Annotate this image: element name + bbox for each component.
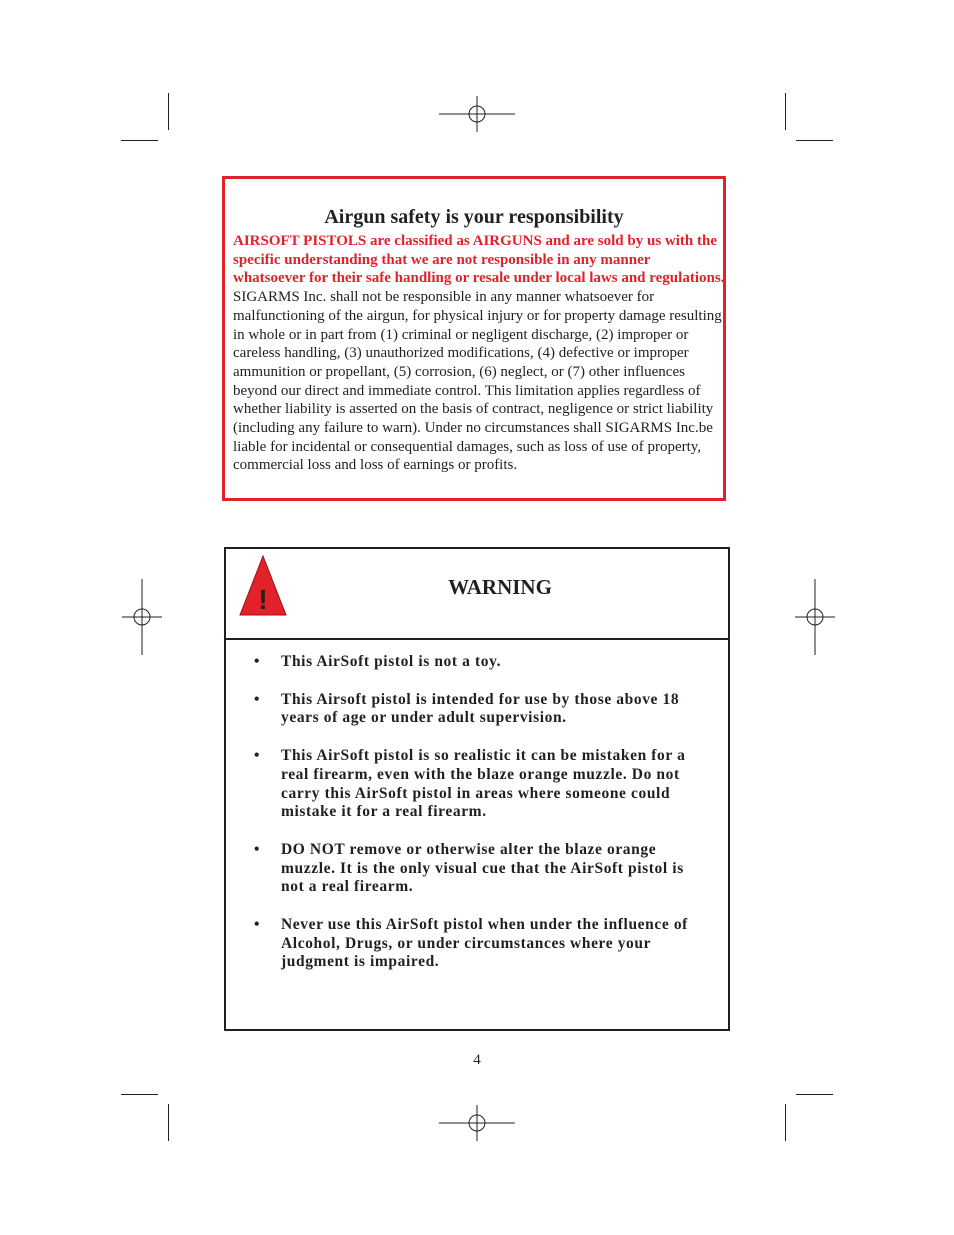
registration-mark-right [795, 579, 835, 655]
warning-item-text: This AirSoft pistol is not a toy. [281, 653, 502, 670]
page-number: 4 [473, 1052, 481, 1068]
registration-mark-top [439, 94, 515, 134]
bullet-icon: • [254, 653, 261, 670]
warning-item-text: This AirSoft pistol is so realistic it can be mistaken for a real firearm, even with the blaze orange muzzle. Do not carry this AirSoft pistol in areas where someone could mistake it for a real firearm. [281, 747, 686, 821]
bullet-icon: • [254, 916, 261, 934]
bullet-icon: • [254, 840, 261, 858]
crop-mark-bottom-left-horizontal [121, 1094, 158, 1095]
safety-notice-text [233, 232, 725, 475]
warning-item-text: This Airsoft pistol is intended for use by those above 18 years of age or under adult supervision. [281, 690, 680, 727]
exclamation-glyph: ! [258, 584, 268, 615]
crop-mark-bottom-right-vertical [785, 1104, 786, 1141]
warning-list [226, 653, 701, 991]
safety-notice-body-text: SIGARMS Inc. shall not be responsible in any manner whatsoever for malfunctioning of the airgun, for physical injury or for property damage resulting in whole or in part from (1) criminal or negligent discharge, (2) improper or careless handling, (3) unauthorized modifications, (4) defective or improper ammunition or propellant, (5) corrosion, (6) neglect, or (7) other influences beyond our direct and immediate control. This limitation applies regardless of whether liability is asserted on the basis of contract, negligence or strict liability (including any failure to warn). Under no circumstances shall SIGARMS Inc.be liable for incidental or consequential damages, such as loss of use of property, commercial loss and loss of earnings or profits. [233, 289, 722, 474]
warning-list-item [226, 916, 701, 972]
warning-list-item [226, 653, 701, 672]
safety-notice-box [222, 176, 726, 501]
crop-mark-top-right-horizontal [796, 140, 833, 141]
warning-header-divider [226, 638, 728, 640]
warning-list-item [226, 747, 701, 822]
warning-item-text: DO NOT remove or otherwise alter the blaze orange muzzle. It is the only visual cue that the AirSoft pistol is not a real firearm. [281, 840, 684, 896]
crop-mark-bottom-left-vertical [168, 1104, 169, 1141]
crop-mark-top-left-horizontal [121, 140, 158, 141]
bullet-icon: • [254, 747, 261, 765]
crop-mark-top-left-vertical [168, 93, 169, 130]
safety-notice-title: Airgun safety is your responsibility [324, 206, 624, 228]
crop-mark-bottom-right-horizontal [796, 1094, 833, 1095]
registration-mark-left [122, 579, 162, 655]
safety-notice-red-text: AIRSOFT PISTOLS are classified as AIRGUNS and are sold by us with the specific understanding that we are not responsible in any manner whatsoever for their safe handling or resale under local laws and regulations. [233, 233, 725, 287]
warning-item-text: Never use this AirSoft pistol when under the influence of Alcohol, Drugs, or under circumstances where your judgment is impaired. [281, 916, 688, 971]
warning-box [224, 547, 730, 1031]
bullet-icon: • [254, 690, 261, 708]
warning-title: WARNING [448, 575, 552, 599]
registration-mark-bottom [439, 1103, 515, 1143]
warning-list-item [226, 841, 701, 897]
warning-list-item [226, 691, 701, 728]
crop-mark-top-right-vertical [785, 93, 786, 130]
